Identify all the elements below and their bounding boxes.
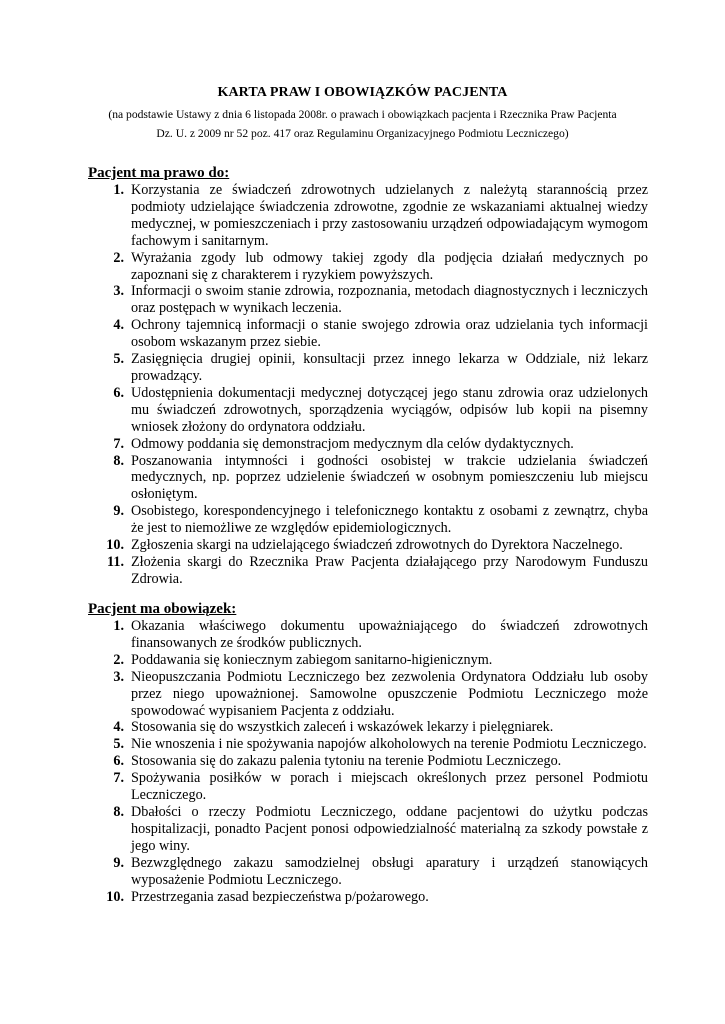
item-text: Przestrzegania zasad bezpieczeństwa p/pożarowego. [131,888,429,905]
item-text: Poddawania się koniecznym zabiegom sanitarno-higienicznym. [131,651,493,668]
rights-item [88,436,648,453]
rights-item [88,317,648,351]
document-subtitle-line-1: (na podstawie Ustawy z dnia 6 listopada 2008r. o prawach i obowiązkach pacjenta i Rzecznika Praw Pacjenta [108,108,617,121]
item-text: Okazania właściwego dokumentu upoważniającego do świadczeń zdrowotnych finansowanych ze środków publicznych. [131,618,648,651]
document-subtitle-line-2: Dz. U. z 2009 nr 52 poz. 417 oraz Regulaminu Organizacyjnego Podmiotu Leczniczego) [156,127,569,140]
rights-item [88,385,648,436]
rights-heading: Pacjent ma prawo do: [88,165,230,181]
item-text: Stosowania się do wszystkich zaleceń i wskazówek lekarzy i pielęgniarek. [131,719,554,736]
item-number: 6. [113,384,124,401]
item-number: 5. [113,736,124,753]
item-number: 2. [113,249,124,266]
item-text: Korzystania ze świadczeń zdrowotnych udzielanych z należytą starannością przez podmioty udzielające świadczenia zdrowotne, zgodnie ze wskazaniami aktualnej wiedzy medycznej, w pomieszczeniach i przy zastosowaniu urządzeń odpowiadającym wymogom fachowym i sanitarnym. [131,182,648,249]
rights-item [88,537,648,554]
item-text: Nieopuszczania Podmiotu Leczniczego bez zezwolenia Ordynatora Oddziału lub osoby przez niego upoważnionej. Samowolne opuszczenie Podmiotu Leczniczego może spowodować wypisaniem Pacjenta z oddziału. [131,668,648,719]
item-number: 3. [113,668,124,685]
item-number: 8. [113,803,124,820]
item-text: Informacji o swoim stanie zdrowia, rozpoznania, metodach diagnostycznych i leczniczych oraz postępach w wynikach leczenia. [131,283,648,317]
item-number: 9. [113,503,124,520]
item-number: 1. [113,618,124,634]
duties-item [88,889,648,906]
item-number: 10. [106,537,124,554]
item-number: 4. [113,719,124,736]
item-number: 8. [113,452,124,469]
duties-section [88,600,648,905]
item-number: 5. [113,351,124,368]
duties-item [88,669,648,720]
duties-item [88,652,648,669]
rights-item [88,351,648,385]
item-text: Osobistego, korespondencyjnego i telefonicznego kontaktu z osobami z zewnątrz, chyba że jest to niemożliwe ze względów epidemiologicznych. [131,503,648,537]
duties-item [88,736,648,753]
rights-item [88,182,648,250]
item-number: 7. [113,435,124,452]
duties-item [88,804,648,855]
rights-item [88,283,648,317]
item-number: 7. [113,770,124,787]
document-title: KARTA PRAW I OBOWIĄZKÓW PACJENTA [217,85,508,100]
item-number: 6. [113,753,124,770]
item-number: 1. [113,182,124,198]
duties-item [88,719,648,736]
duties-item [88,753,648,770]
duties-heading: Pacjent ma obowiązek: [88,601,237,617]
item-text: Dbałości o rzeczy Podmiotu Leczniczego, oddane pacjentowi do użytku podczas hospitalizacji, ponadto Pacjent ponosi odpowiedzialność materialną za szkody powstałe z jego winy. [131,803,648,854]
item-text: Spożywania posiłków w porach i miejscach określonych przez personel Podmiotu Leczniczego. [131,770,648,804]
item-text: Udostępnienia dokumentacji medycznej dotyczącej jego stanu zdrowia oraz udzielonych mu świadczeń zdrowotnych, sporządzenia wyciągów, odpisów lub kopii na pisemny wniosek złożony do ordynatora oddziału. [131,384,648,435]
item-number: 4. [113,317,124,334]
item-text: Zgłoszenia skargi na udzielającego świadczeń zdrowotnych do Dyrektora Naczelnego. [131,537,623,554]
item-text: Poszanowania intymności i godności osobistej w trakcie udzielania świadczeń medycznych, np. poprzez udzielenie świadczeń w osobnym pomieszczeniu lub miejscu osłoniętym. [131,452,648,503]
item-number: 2. [113,651,124,668]
item-text: Zasięgnięcia drugiej opinii, konsultacji przez innego lekarza w Oddziale, niż lekarz prowadzący. [131,351,648,384]
duties-item [88,770,648,804]
item-text: Bezwzględnego zakazu samodzielnej obsługi aparatury i urządzeń stanowiących wyposażenie Podmiotu Leczniczego. [131,854,648,888]
item-text: Stosowania się do zakazu palenia tytoniu na terenie Podmiotu Leczniczego. [131,753,562,770]
rights-item [88,503,648,537]
item-number: 9. [113,854,124,871]
rights-item [88,250,648,284]
rights-item [88,554,648,588]
item-text: Wyrażania zgody lub odmowy takiej zgody dla podjęcia działań medycznych po zapoznani się z charakterem i ryzykiem powyższych. [131,249,648,283]
duties-list [88,618,648,905]
rights-item [88,453,648,504]
item-number: 11. [107,553,124,570]
item-number: 3. [113,283,124,300]
duties-item [88,618,648,652]
item-text: Ochrony tajemnicą informacji o stanie swojego zdrowia oraz udzielania tych informacji osobom wskazanym przez siebie. [131,317,648,351]
rights-section [88,164,648,588]
item-text: Odmowy poddania się demonstracjom medycznym dla celów dydaktycznych. [131,435,574,452]
duties-item [88,855,648,889]
item-text: Nie wnoszenia i nie spożywania napojów alkoholowych na terenie Podmiotu Leczniczego. [131,736,647,753]
item-text: Złożenia skargi do Rzecznika Praw Pacjenta działającego przy Narodowym Funduszu Zdrowia. [131,553,648,587]
rights-list [88,182,648,588]
item-number: 10. [106,888,124,905]
